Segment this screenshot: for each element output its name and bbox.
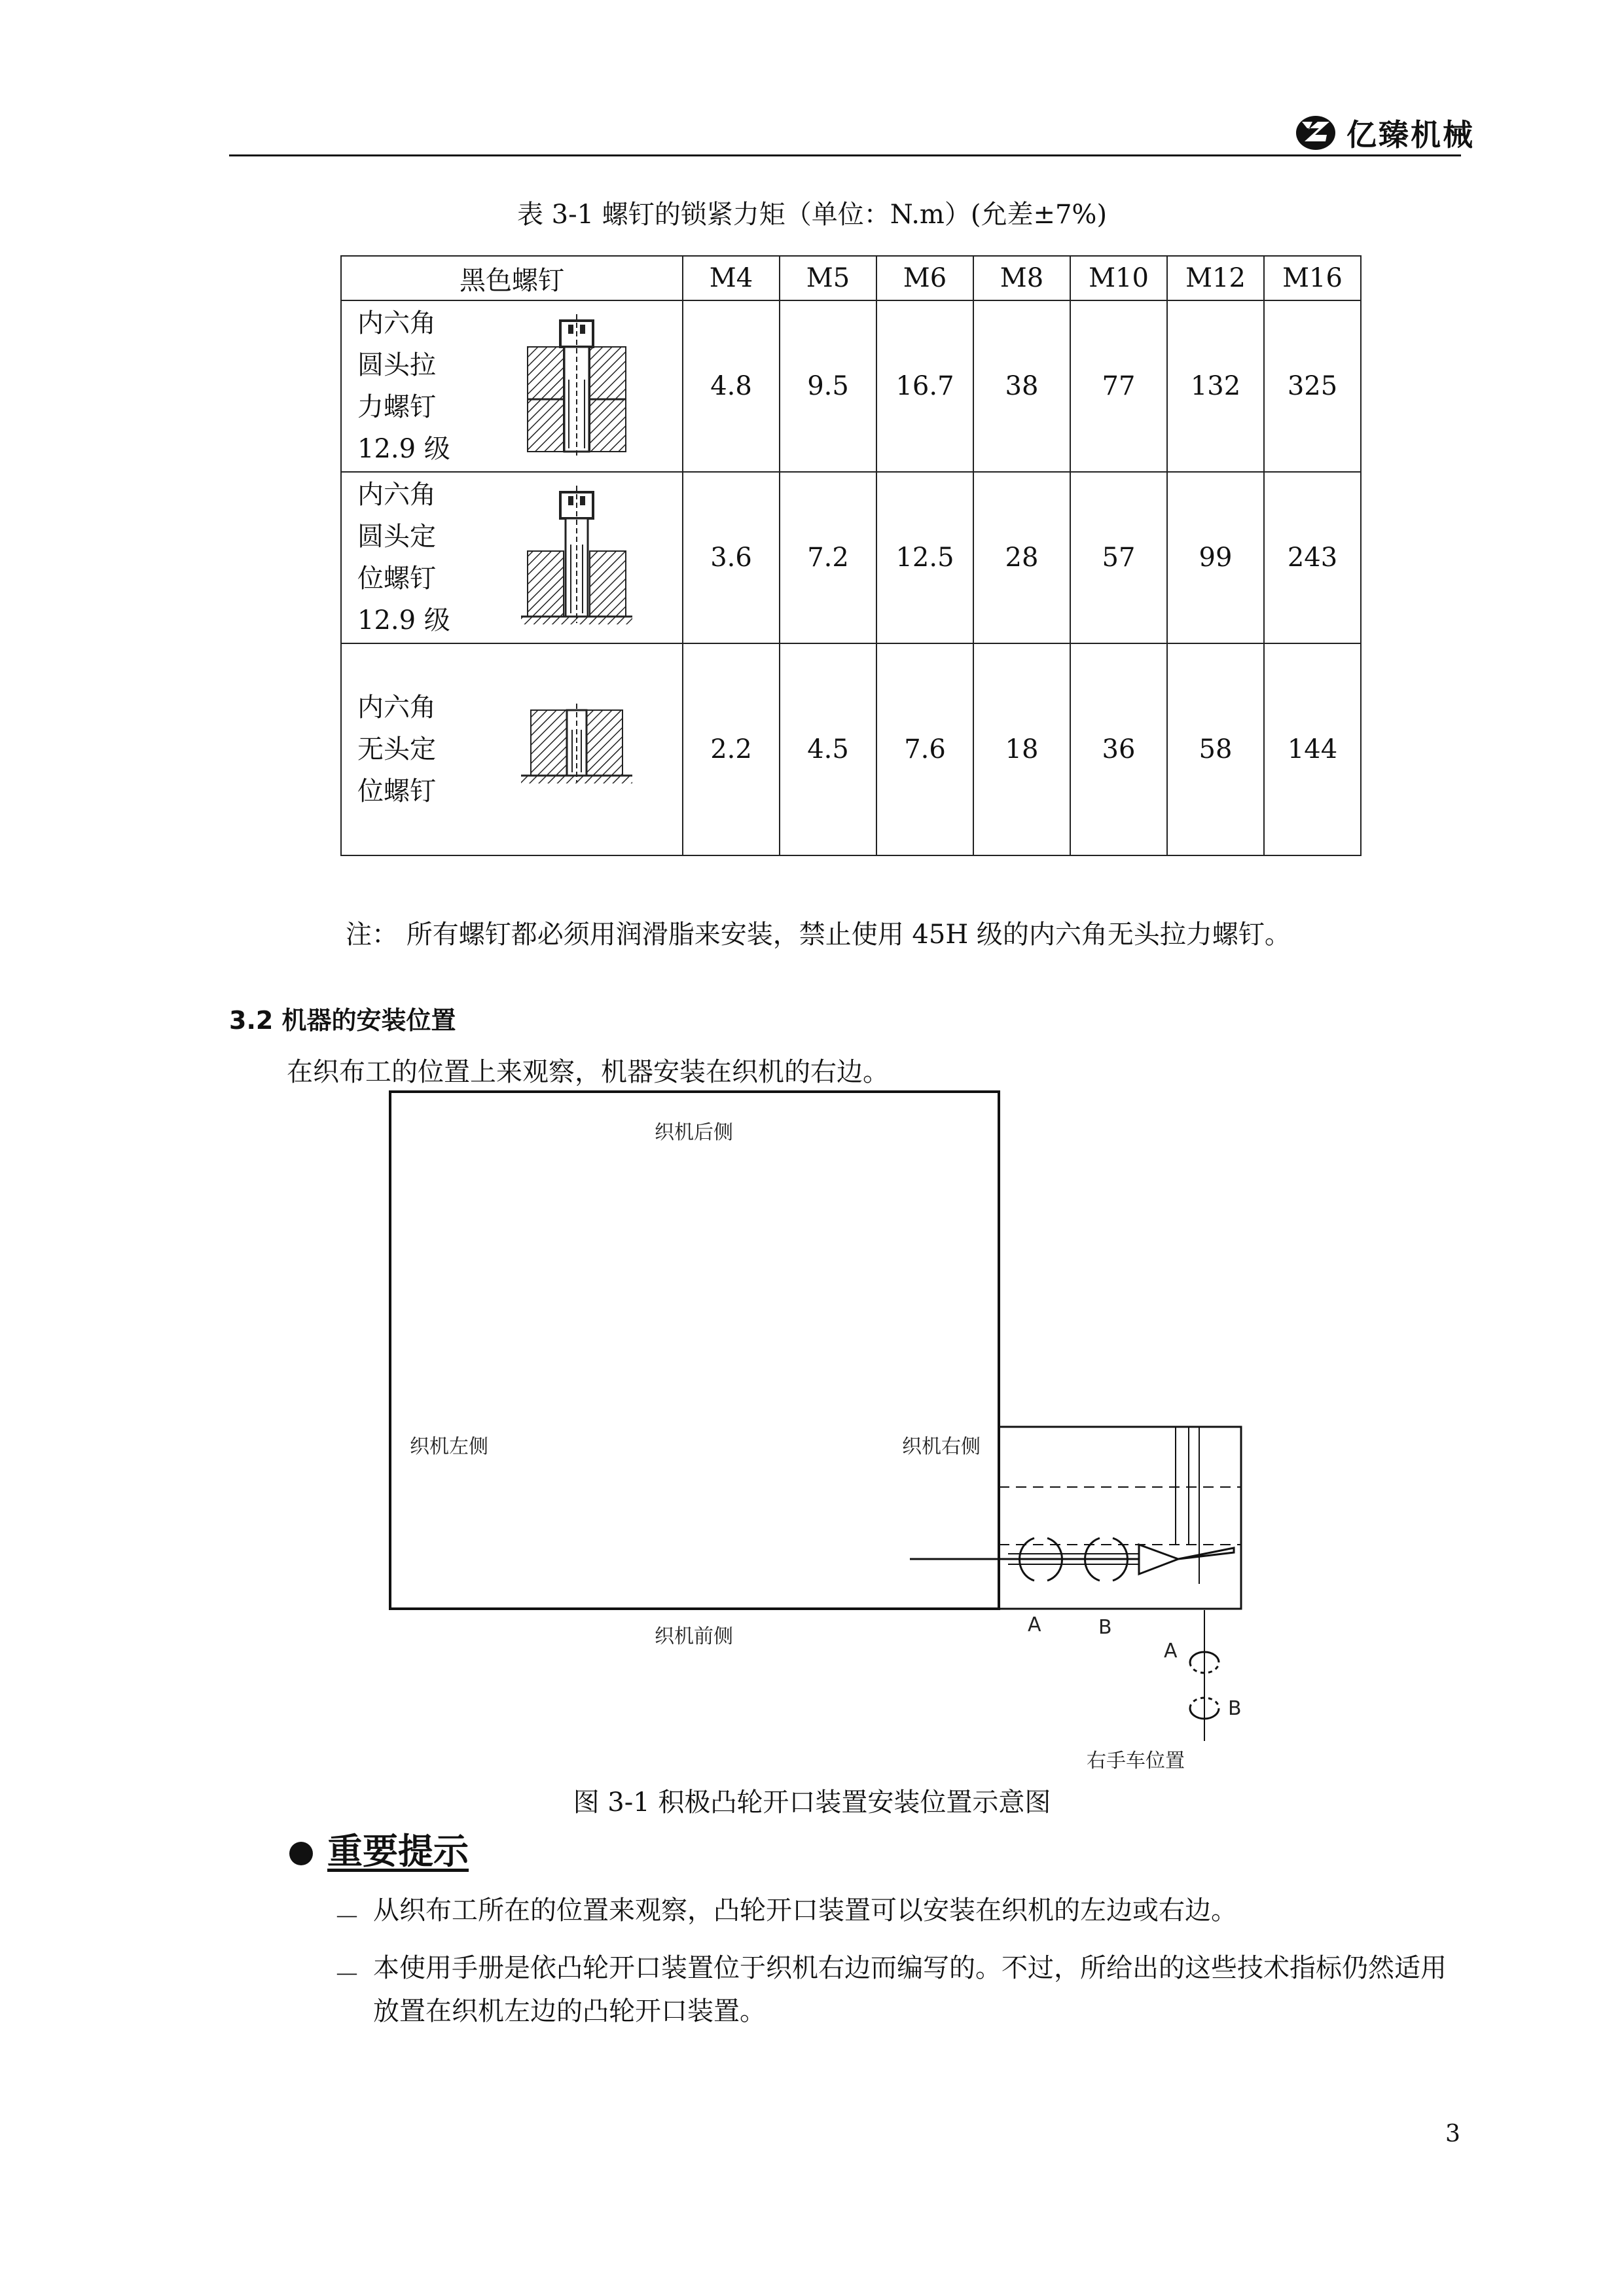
- torque-value: 57: [1070, 472, 1167, 643]
- company-name: 亿臻机械: [1346, 117, 1475, 152]
- header-rule: [229, 154, 1461, 156]
- torque-value: 77: [1070, 300, 1167, 472]
- diagram-label-front: 织机前侧: [655, 1625, 733, 1648]
- loom-outline: [390, 1092, 999, 1609]
- size-header: M8: [973, 256, 1070, 300]
- torque-value: 28: [973, 472, 1070, 643]
- torque-value: 243: [1264, 472, 1361, 643]
- torque-value: 9.5: [780, 300, 876, 472]
- diagram-label-a: A: [1028, 1613, 1041, 1636]
- size-header: M12: [1167, 256, 1264, 300]
- table-row: [341, 643, 1361, 855]
- screw-name-cell: [341, 472, 683, 643]
- section-heading: 3.2 机器的安装位置: [229, 1006, 456, 1035]
- torque-value: 7.6: [876, 643, 973, 855]
- size-header: M10: [1070, 256, 1167, 300]
- torque-value: 7.2: [780, 472, 876, 643]
- notice-item: 本使用手册是依凸轮开口装置位于织机右边而编写的。不过，所给出的这些技术指标仍然适用放置在织机左边的凸轮开口装置。: [373, 1953, 1447, 2026]
- size-header: M4: [683, 256, 780, 300]
- torque-value: 36: [1070, 643, 1167, 855]
- bevel-gear: [1139, 1545, 1178, 1574]
- torque-value: 99: [1167, 472, 1264, 643]
- diagram-label-b: B: [1098, 1616, 1112, 1639]
- torque-value: 18: [973, 643, 1070, 855]
- size-header: M6: [876, 256, 973, 300]
- torque-value: 3.6: [683, 472, 780, 643]
- installation-diagram: [353, 1086, 1270, 1780]
- section-body: 在织布工的位置上来观察，机器安装在织机的右边。: [287, 1057, 889, 1087]
- diagram-label-b-lower: B: [1228, 1697, 1242, 1720]
- table-caption: 表 3-1 螺钉的锁紧力矩（单位：N.m）(允差±7%): [516, 200, 1108, 230]
- torque-table: [340, 255, 1362, 856]
- shedding-device-box: [999, 1427, 1241, 1609]
- table-header-row: [341, 256, 1361, 300]
- screw-name-cell: [341, 300, 683, 472]
- torque-value: 144: [1264, 643, 1361, 855]
- notice-title: 重要提示: [327, 1831, 469, 1872]
- size-header: M16: [1264, 256, 1361, 300]
- torque-value: 4.5: [780, 643, 876, 855]
- cap-locating-screw-illustration: [521, 479, 632, 636]
- screw-name: 内六角 圆头定 位螺钉 12.9 级: [357, 480, 450, 636]
- table-row: [341, 472, 1361, 643]
- diagram-label-right: 织机右侧: [902, 1435, 981, 1458]
- diagram-label-rear: 织机后侧: [655, 1121, 733, 1144]
- notice-item: 从织布工所在的位置来观察，凸轮开口装置可以安装在织机的左边或右边。: [373, 1895, 1237, 1926]
- screw-name: 内六角 圆头拉 力螺钉 12.9 级: [357, 308, 450, 464]
- header-label: 黑色螺钉: [341, 256, 683, 300]
- torque-value: 58: [1167, 643, 1264, 855]
- table-row: [341, 300, 1361, 472]
- torque-value: 132: [1167, 300, 1264, 472]
- diagram-label-handwheel: 右手车位置: [1087, 1749, 1185, 1772]
- bevel-gear: [1178, 1548, 1234, 1559]
- bullet-icon: [289, 1842, 313, 1865]
- screw-name-cell: [341, 643, 683, 855]
- torque-value: 38: [973, 300, 1070, 472]
- torque-value: 16.7: [876, 300, 973, 472]
- torque-value: 4.8: [683, 300, 780, 472]
- dash-bullet: －: [334, 1960, 360, 1990]
- cap-tension-screw-illustration: [521, 308, 632, 465]
- yz-logo-icon: [1293, 113, 1339, 153]
- torque-value: 12.5: [876, 472, 973, 643]
- screw-name: 内六角 无头定 位螺钉: [357, 692, 436, 806]
- torque-value: 325: [1264, 300, 1361, 472]
- figure-caption: 图 3-1 积极凸轮开口装置安装位置示意图: [573, 1787, 1051, 1818]
- diagram-label-a-lower: A: [1164, 1640, 1178, 1662]
- headless-locating-screw-illustration: [521, 671, 632, 828]
- diagram-label-left: 织机左侧: [410, 1435, 488, 1458]
- page-number: 3: [1445, 2121, 1460, 2147]
- brand: [1293, 110, 1475, 156]
- size-header: M5: [780, 256, 876, 300]
- torque-value: 2.2: [683, 643, 780, 855]
- dash-bullet: －: [334, 1903, 360, 1933]
- table-note: 注： 所有螺钉都必须用润滑脂来安装，禁止使用 45H 级的内六角无头拉力螺钉。: [346, 920, 1291, 950]
